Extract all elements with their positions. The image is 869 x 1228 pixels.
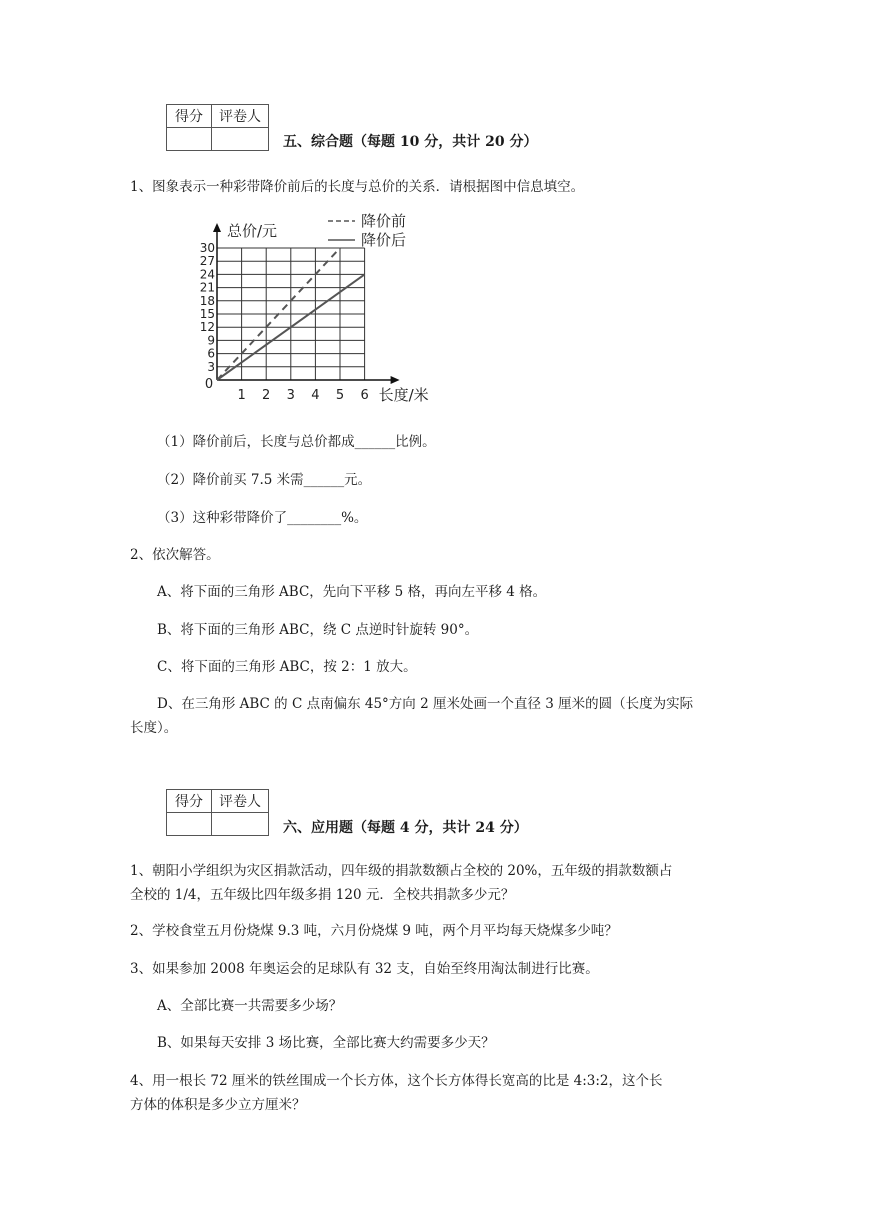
y-tick-label: 24 [199, 267, 215, 282]
s6-q3a: A、全部比赛一共需要多少场？ [157, 998, 343, 1014]
s5-q1-sub3: （3）这种彩带降价了________%。 [157, 510, 368, 526]
s6-q4-line2: 方体的体积是多少立方厘米？ [130, 1097, 306, 1113]
s5-q2-d-line2: 长度）。 [130, 720, 178, 736]
s5-q2-c: C、将下面的三角形 ABC，按 2：1 放大。 [157, 659, 417, 675]
x-axis-label: 长度/米 [378, 386, 429, 404]
y-tick-label: 18 [199, 293, 215, 308]
y-tick-label: 6 [207, 346, 215, 361]
grader-label: 评卷人 [212, 790, 269, 813]
x-axis-arrow [391, 376, 400, 384]
y-tick-label: 27 [199, 254, 215, 269]
score-label: 得分 [167, 790, 212, 813]
s5-q1-sub1: （1）降价前后，长度与总价都成______比例。 [157, 434, 436, 450]
grader-label: 评卷人 [212, 105, 269, 128]
x-tick-label: 5 [335, 388, 345, 403]
y-tick-label: 9 [207, 333, 215, 348]
y-tick-label: 12 [199, 320, 215, 335]
score-cell[interactable] [167, 128, 212, 151]
section-6-title: 六、应用题（每题 4 分，共计 24 分） [283, 820, 528, 836]
y-axis-label: 总价/元 [227, 222, 278, 240]
s6-q3b: B、如果每天安排 3 场比赛，全部比赛大约需要多少天？ [157, 1035, 495, 1051]
s5-q1-sub2: （2）降价前买 7.5 米需______元。 [157, 472, 372, 488]
grader-cell[interactable] [212, 813, 269, 836]
y-tick-label: 30 [199, 241, 215, 255]
x-tick-label: 6 [360, 388, 369, 403]
s5-q2-text: 2、依次解答。 [130, 547, 220, 563]
s6-q1-line2: 全校的 1/4，五年级比四年级多捐 120 元．全校共捐款多少元？ [130, 887, 515, 903]
s6-q3: 3、如果参加 2008 年奥运会的足球队有 32 支，自始至终用淘汰制进行比赛。 [130, 961, 599, 977]
s5-q1-text: 1、图象表示一种彩带降价前后的长度与总价的关系．请根据图中信息填空。 [130, 179, 585, 195]
x-tick-label: 2 [262, 388, 271, 403]
legend-label: 降价前 [361, 212, 407, 230]
score-cell[interactable] [167, 813, 212, 836]
y-tick-label: 3 [207, 359, 215, 374]
y-tick-label: 21 [199, 280, 215, 295]
y-axis-arrow [213, 223, 221, 232]
score-box-6 [166, 789, 269, 836]
legend-label: 降价后 [361, 231, 407, 249]
y-tick-label: 15 [199, 307, 215, 321]
s5-q2-a: A、将下面的三角形 ABC，先向下平移 5 格，再向左平移 4 格。 [157, 584, 547, 600]
x-tick-label: 1 [237, 388, 246, 403]
score-box-5 [166, 104, 269, 151]
score-label: 得分 [167, 105, 212, 128]
section-5-title: 五、综合题（每题 10 分，共计 20 分） [283, 134, 538, 150]
grader-cell[interactable] [212, 128, 269, 151]
x-tick-label: 3 [286, 388, 295, 403]
s6-q4-line1: 4、用一根长 72 厘米的铁丝围成一个长方体，这个长方体得长宽高的比是 4:3:2，这个长 [130, 1073, 663, 1089]
s6-q2: 2、学校食堂五月份烧煤 9.3 吨，六月份烧煤 9 吨，两个月平均每天烧煤多少吨？ [130, 923, 618, 939]
origin-label: 0 [204, 377, 214, 392]
s6-q1-line1: 1、朝阳小学组织为灾区捐款活动，四年级的捐款数额占全校的 20%，五年级的捐款数额占 [130, 863, 673, 879]
line-chart [195, 212, 455, 412]
s5-q2-b: B、将下面的三角形 ABC，绕 C 点逆时针旋转 90°。 [157, 622, 479, 638]
s5-q2-d-line1: D、在三角形 ABC 的 C 点南偏东 45°方向 2 厘米处画一个直径 3 厘米的圆（长度为实际 [157, 696, 694, 712]
x-tick-label: 4 [311, 388, 320, 403]
